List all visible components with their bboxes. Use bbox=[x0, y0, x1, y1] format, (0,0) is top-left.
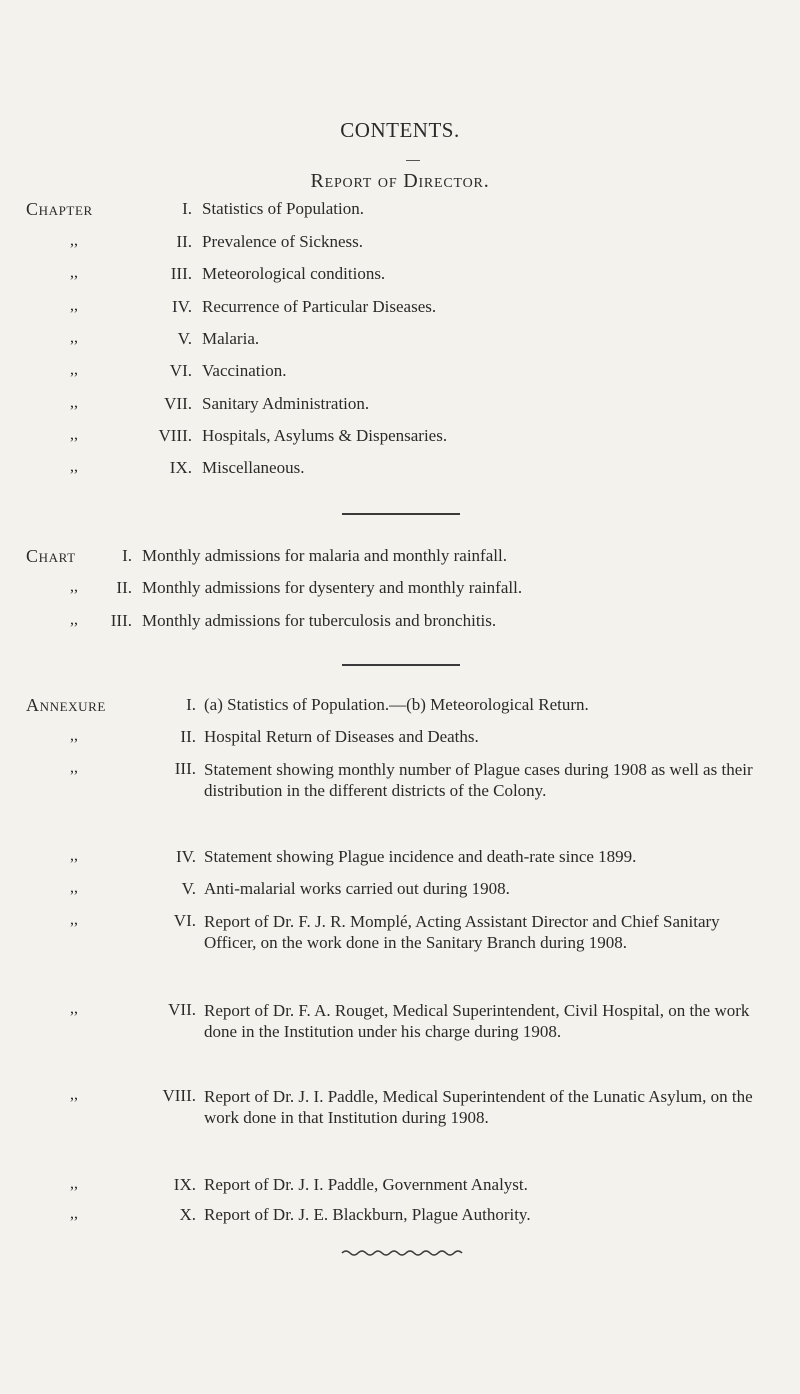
annexure-number: X. bbox=[179, 1205, 196, 1224]
annexure-title: Anti-malarial works carried out during 1908. bbox=[204, 879, 510, 898]
chapter-title: Prevalence of Sickness. bbox=[202, 232, 363, 251]
annexure-title: Statement showing Plague incidence and death-rate since 1899. bbox=[204, 847, 637, 866]
chapter-title: Recurrence of Particular Diseases. bbox=[202, 297, 437, 316]
chart-number: II. bbox=[116, 578, 132, 597]
chapter-label: Chapter bbox=[26, 199, 93, 219]
annexure-number: I. bbox=[186, 695, 196, 714]
annexure-title: Report of Dr. J. I. Paddle, Government Analyst. bbox=[204, 1175, 528, 1194]
annexure-number: III. bbox=[174, 759, 196, 778]
annexure-number: VI. bbox=[173, 911, 196, 930]
section-divider bbox=[342, 513, 460, 515]
chapter-number: II. bbox=[176, 232, 192, 251]
ditto-mark: ,, bbox=[70, 578, 78, 595]
chart-number: I. bbox=[122, 546, 132, 565]
page-subtitle: Report of Director. bbox=[310, 170, 490, 192]
annexure-title: (a) Statistics of Population.—(b) Meteorological Return. bbox=[204, 695, 589, 714]
ditto-mark: ,, bbox=[70, 264, 78, 281]
chapter-number: VI. bbox=[169, 361, 192, 380]
chapter-number: III. bbox=[170, 264, 192, 283]
annexure-title: Hospital Return of Diseases and Deaths. bbox=[204, 727, 479, 746]
chart-number: III. bbox=[110, 611, 132, 630]
ditto-mark: ,, bbox=[70, 361, 78, 378]
end-ornament bbox=[340, 1248, 464, 1258]
annexure-label: Annexure bbox=[26, 695, 106, 715]
page-title: CONTENTS. bbox=[340, 118, 460, 142]
chart-title: Monthly admissions for tuberculosis and bronchitis. bbox=[142, 611, 497, 630]
annexure-number: IX. bbox=[173, 1175, 196, 1194]
section-divider bbox=[342, 664, 460, 666]
chapter-title: Statistics of Population. bbox=[202, 199, 364, 218]
ditto-mark: ,, bbox=[70, 847, 78, 864]
annexure-title: Report of Dr. J. E. Blackburn, Plague Authority. bbox=[204, 1205, 531, 1224]
ditto-mark: ,, bbox=[70, 1000, 78, 1017]
chart-title: Monthly admissions for malaria and monthly rainfall. bbox=[142, 546, 507, 565]
annexure-number: VII. bbox=[168, 1000, 196, 1019]
ditto-mark: ,, bbox=[70, 297, 78, 314]
chapter-number: IV. bbox=[172, 297, 192, 316]
chapter-number: I. bbox=[182, 199, 192, 218]
ditto-mark: ,, bbox=[70, 879, 78, 896]
annexure-title: Report of Dr. F. J. R. Momplé, Acting Assistant Director and Chief Sanitary Officer, on the work done in the Sanitary Branch during 1908. bbox=[204, 912, 720, 952]
ditto-mark: ,, bbox=[70, 611, 78, 628]
title-divider bbox=[406, 160, 420, 161]
annexure-title: Statement showing monthly number of Plague cases during 1908 as well as their distribution in the different districts of the Colony. bbox=[204, 760, 753, 800]
ditto-mark: ,, bbox=[70, 759, 78, 776]
annexure-number: V. bbox=[181, 879, 196, 898]
annexure-number: II. bbox=[180, 727, 196, 746]
chapter-number: V. bbox=[177, 329, 192, 348]
annexure-title: Report of Dr. J. I. Paddle, Medical Superintendent of the Lunatic Asylum, on the work done in that Institution during 1908. bbox=[204, 1087, 753, 1127]
ditto-mark: ,, bbox=[70, 232, 78, 249]
chapter-number: IX. bbox=[169, 458, 192, 477]
chart-label: Chart bbox=[26, 546, 76, 566]
chapter-title: Sanitary Administration. bbox=[202, 394, 370, 413]
chapter-title: Meteorological conditions. bbox=[202, 264, 386, 283]
chapter-number: VII. bbox=[164, 394, 192, 413]
annexure-number: VIII. bbox=[162, 1086, 196, 1105]
ditto-mark: ,, bbox=[70, 329, 78, 346]
ditto-mark: ,, bbox=[70, 911, 78, 928]
chart-title: Monthly admissions for dysentery and monthly rainfall. bbox=[142, 578, 523, 597]
chapter-title: Hospitals, Asylums & Dispensaries. bbox=[202, 426, 448, 445]
chapter-title: Miscellaneous. bbox=[202, 458, 305, 477]
ditto-mark: ,, bbox=[70, 426, 78, 443]
annexure-number: IV. bbox=[176, 847, 196, 866]
chapter-number: VIII. bbox=[158, 426, 192, 445]
chapter-title: Malaria. bbox=[202, 329, 260, 348]
ditto-mark: ,, bbox=[70, 1175, 78, 1192]
ditto-mark: ,, bbox=[70, 458, 78, 475]
annexure-title: Report of Dr. F. A. Rouget, Medical Superintendent, Civil Hospital, on the work done in the Institution under his charge during 1908. bbox=[204, 1001, 750, 1041]
ditto-mark: ,, bbox=[70, 1086, 78, 1103]
chapter-title: Vaccination. bbox=[202, 361, 287, 380]
ditto-mark: ,, bbox=[70, 727, 78, 744]
ditto-mark: ,, bbox=[70, 1205, 78, 1222]
ditto-mark: ,, bbox=[70, 394, 78, 411]
